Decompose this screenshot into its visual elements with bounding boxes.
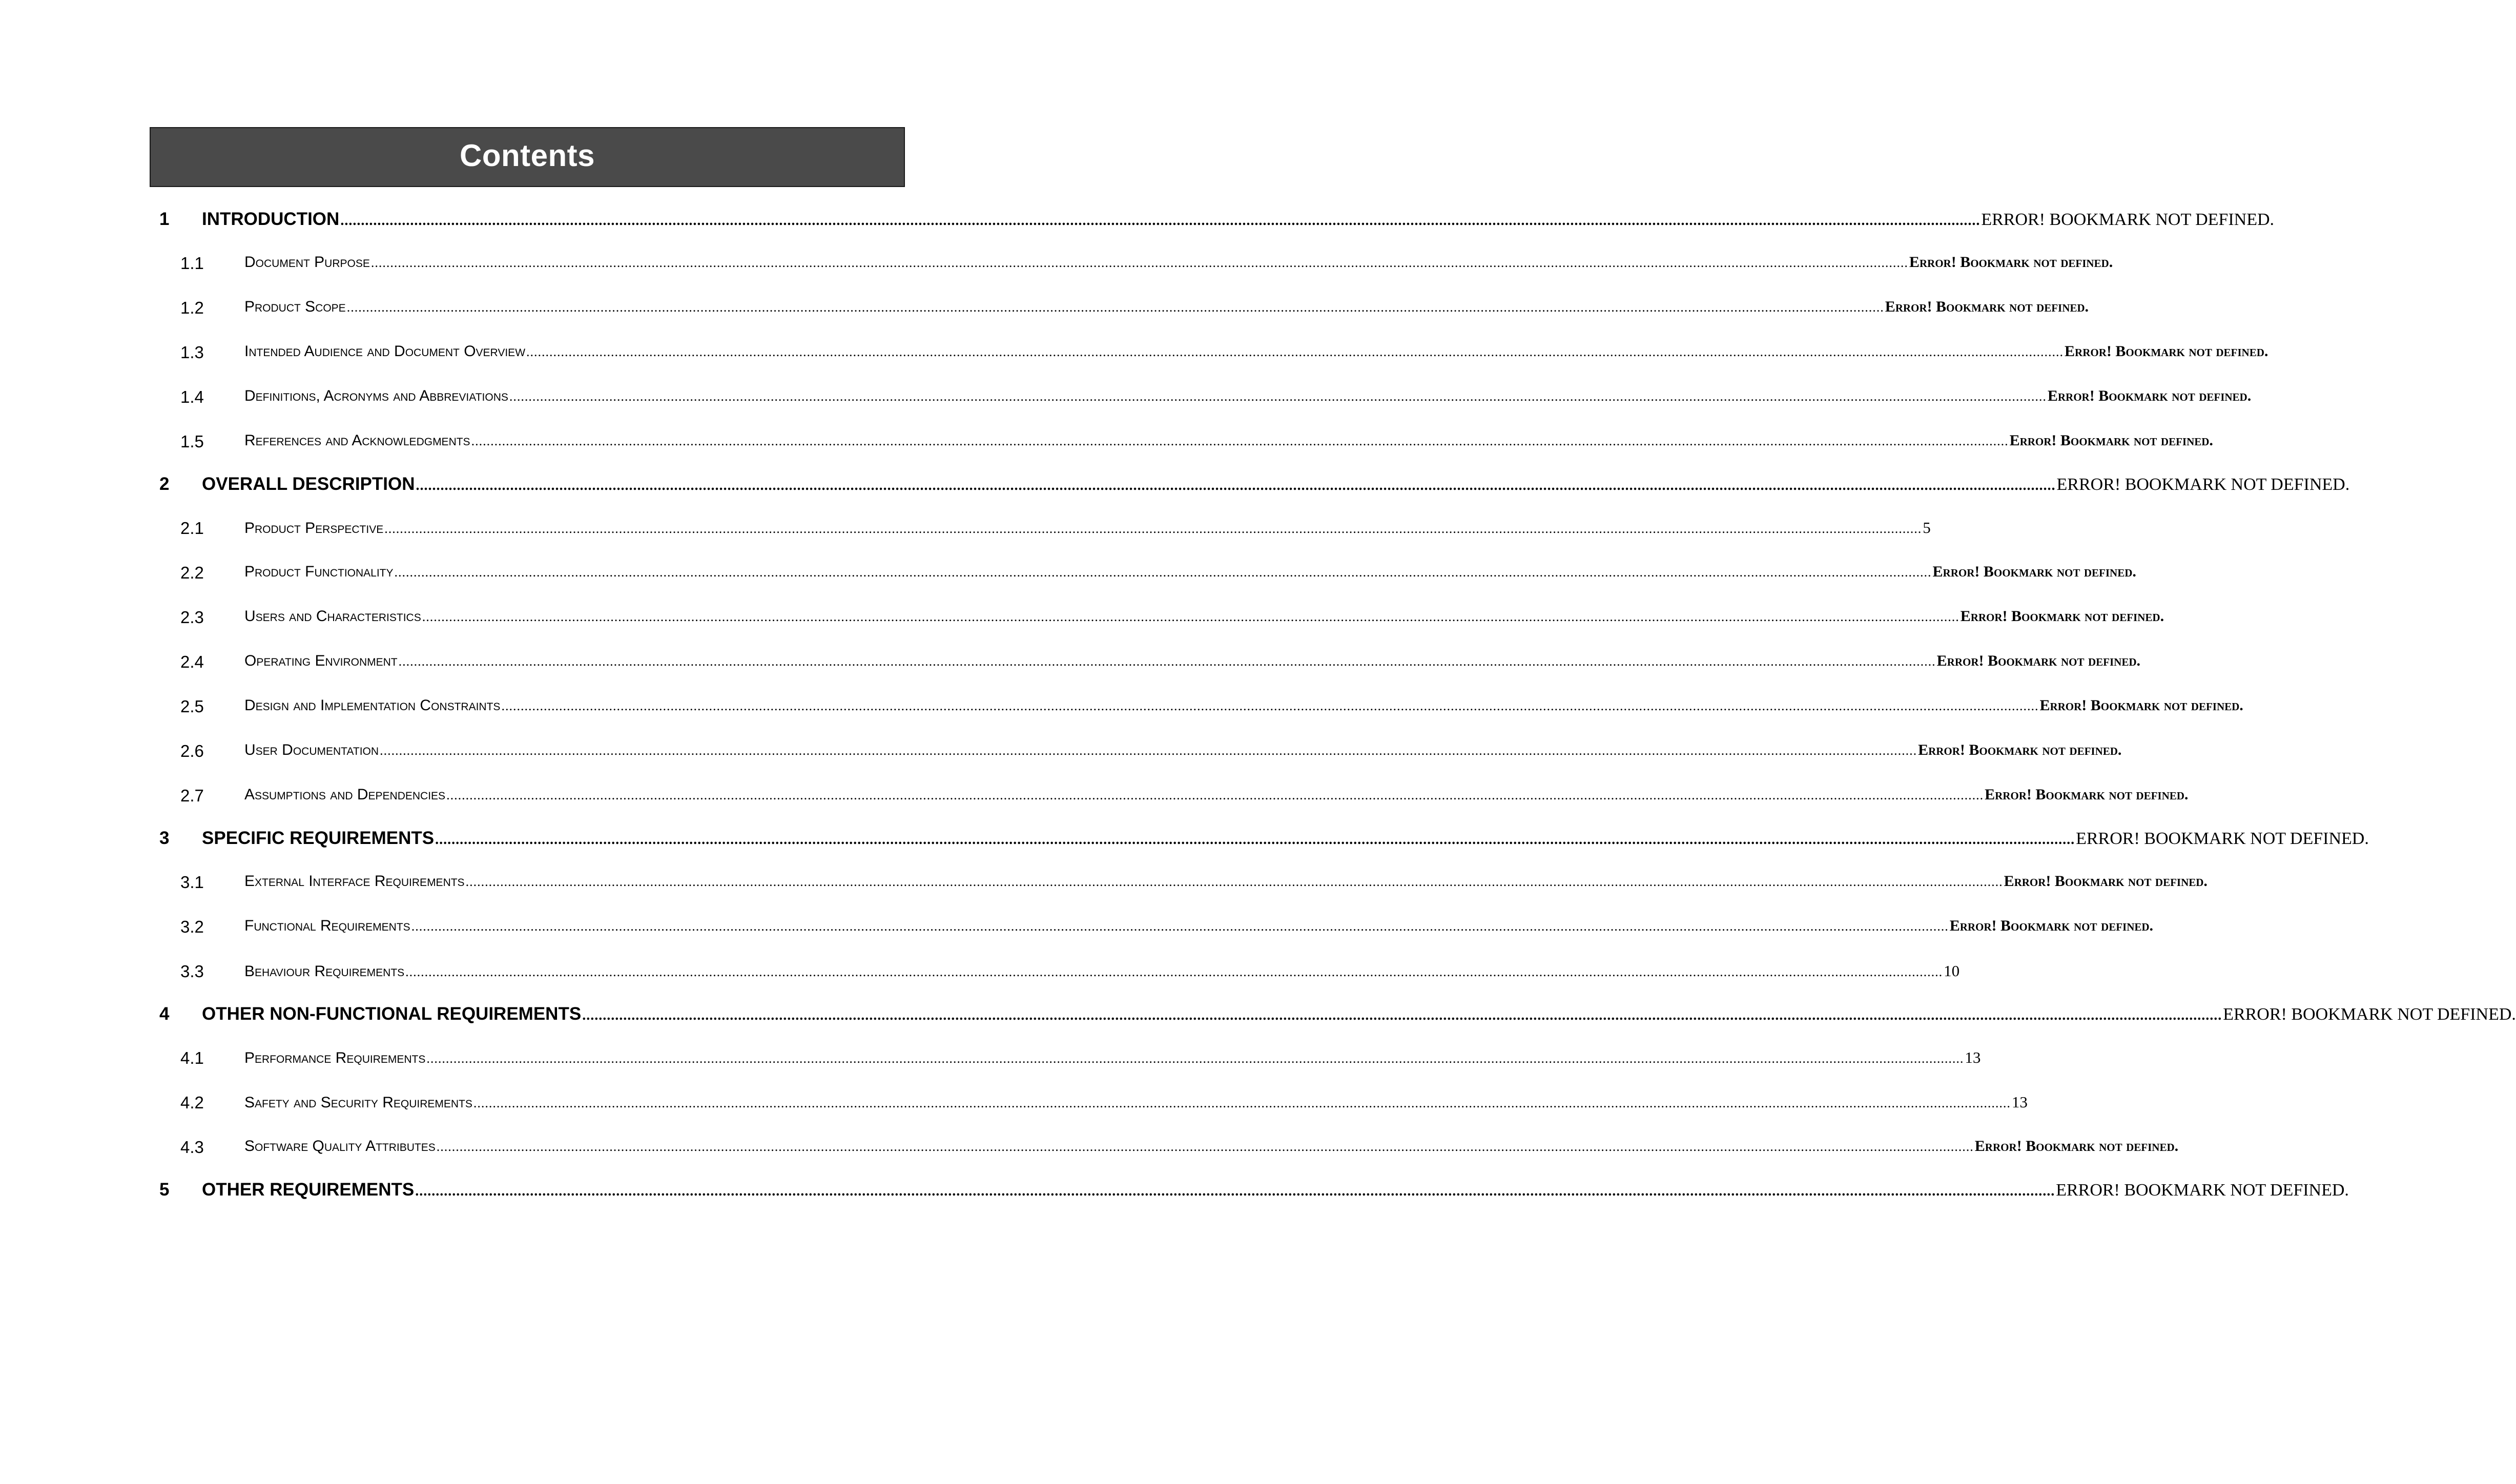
toc-dot-leader: ................................................................................................................................................................................................................................................................................................................................................................................................................ [471, 434, 2009, 448]
toc-subsection-entry[interactable] [0, 608, 2164, 633]
toc-entry-page: 13 [1965, 1048, 1981, 1066]
toc-entry-page: Error! Bookmark not defined. [1918, 741, 2122, 758]
toc-entry-page: Error! Bookmark not defined. [1932, 563, 2136, 580]
toc-section-entry[interactable] [0, 1180, 2349, 1205]
toc-entry-title: OTHER REQUIREMENTS [202, 1180, 415, 1200]
toc-entry-title: User Documentation [244, 741, 379, 758]
toc-entry-title: Software Quality Attributes [244, 1138, 436, 1155]
toc-entry-page: Error! Bookmark not defined. [1936, 652, 2140, 669]
toc-entry-number: 2.1 [180, 519, 204, 538]
toc-entry-page: Error! Bookmark not defined. [1909, 254, 2113, 271]
toc-entry-number: 2 [159, 474, 170, 494]
toc-subsection-entry[interactable] [0, 387, 2252, 413]
toc-subsection-entry[interactable] [0, 786, 2189, 812]
toc-dot-leader: ................................................................................................................................................................................................................................................................................................................................................................................................................ [582, 1007, 2222, 1023]
toc-dot-leader: ................................................................................................................................................................................................................................................................................................................................................................................................................ [501, 698, 2039, 713]
toc-dot-leader: ................................................................................................................................................................................................................................................................................................................................................................................................................ [473, 1096, 2011, 1110]
toc-entry-number: 1.5 [180, 432, 204, 451]
toc-entry-number: 1.4 [180, 387, 204, 406]
toc-entry-page: 5 [1923, 519, 1931, 537]
toc-entry-page: Error! Bookmark not defined. [2009, 432, 2213, 449]
toc-dot-leader: ................................................................................................................................................................................................................................................................................................................................................................................................................ [346, 300, 1884, 315]
toc-subsection-entry[interactable] [0, 1048, 1981, 1074]
toc-entry-number: 4.1 [180, 1048, 204, 1067]
toc-entry-title: Definitions, Acronyms and Abbreviations [244, 387, 508, 404]
toc-subsection-entry[interactable] [0, 917, 2154, 943]
toc-entry-page: Error! Bookmark not defined. [2065, 343, 2268, 360]
toc-section-entry[interactable] [0, 209, 2275, 235]
toc-section-entry[interactable] [0, 828, 2369, 854]
toc-dot-leader: ................................................................................................................................................................................................................................................................................................................................................................................................................ [426, 1051, 1964, 1066]
toc-entry-number: 4.3 [180, 1138, 204, 1157]
toc-entry-page: 10 [1944, 962, 1960, 980]
toc-entry-page: Error! Bookmark not defined. [1949, 917, 2154, 934]
toc-subsection-entry[interactable] [0, 298, 2089, 324]
toc-entry-page: Error! Bookmark not defined. [1985, 786, 2189, 803]
toc-subsection-entry[interactable] [0, 1093, 2028, 1119]
toc-entry-page: Error! Bookmark not defined. [1974, 1138, 2179, 1155]
toc-entry-page: Error! Bookmark not defined. [2004, 873, 2208, 890]
toc-entry-number: 2.2 [180, 563, 204, 582]
toc-entry-number: 1.1 [180, 254, 204, 273]
toc-dot-leader: ................................................................................................................................................................................................................................................................................................................................................................................................................ [526, 344, 2064, 359]
toc-entry-title: Product Perspective [244, 520, 384, 537]
toc-entry-number: 1.2 [180, 298, 204, 317]
toc-dot-leader: ................................................................................................................................................................................................................................................................................................................................................................................................................ [380, 743, 1917, 758]
toc-entry-title: Functional Requirements [244, 917, 410, 934]
toc-subsection-entry[interactable] [0, 254, 2113, 279]
toc-subsection-entry[interactable] [0, 1138, 2179, 1163]
toc-dot-leader: ................................................................................................................................................................................................................................................................................................................................................................................................................ [446, 788, 1984, 802]
toc-entry-number: 4 [159, 1004, 170, 1024]
toc-entry-number: 3.1 [180, 873, 204, 892]
toc-subsection-entry[interactable] [0, 741, 2122, 767]
toc-entry-page: ERROR! BOOKMARK NOT DEFINED. [2223, 1005, 2516, 1024]
toc-entry-title: External Interface Requirements [244, 873, 465, 890]
toc-entry-title: SPECIFIC REQUIREMENTS [202, 828, 435, 848]
toc-entry-number: 3 [159, 828, 170, 848]
contents-title: Contents [460, 138, 595, 173]
toc-entry-page: ERROR! BOOKMARK NOT DEFINED. [2076, 829, 2369, 848]
toc-entry-number: 1 [159, 209, 170, 229]
toc-dot-leader: ................................................................................................................................................................................................................................................................................................................................................................................................................ [422, 609, 1960, 624]
toc-subsection-entry[interactable] [0, 343, 2268, 368]
toc-entry-number: 2.4 [180, 652, 204, 671]
toc-entry-number: 3.2 [180, 917, 204, 936]
toc-entry-title: Users and Characteristics [244, 608, 421, 625]
toc-entry-number: 5 [159, 1180, 170, 1200]
toc-entry-title: Product Scope [244, 298, 346, 315]
toc-dot-leader: ................................................................................................................................................................................................................................................................................................................................................................................................................ [436, 1139, 1974, 1154]
toc-subsection-entry[interactable] [0, 563, 2136, 589]
toc-entry-title: Intended Audience and Document Overview [244, 343, 526, 360]
toc-entry-title: Behaviour Requirements [244, 963, 405, 980]
toc-entry-number: 2.6 [180, 741, 204, 760]
toc-dot-leader: ................................................................................................................................................................................................................................................................................................................................................................................................................ [384, 521, 1922, 536]
toc-entry-title: References and Acknowledgments [244, 432, 470, 449]
toc-entry-number: 2.3 [180, 608, 204, 627]
toc-dot-leader: ................................................................................................................................................................................................................................................................................................................................................................................................................ [416, 478, 2056, 493]
toc-entry-page: Error! Bookmark not defined. [2039, 697, 2243, 714]
toc-dot-leader: ................................................................................................................................................................................................................................................................................................................................................................................................................ [509, 389, 2047, 404]
toc-entry-number: 2.5 [180, 697, 204, 716]
toc-dot-leader: ................................................................................................................................................................................................................................................................................................................................................................................................................ [415, 1183, 2055, 1199]
toc-entry-page: 13 [2011, 1093, 2028, 1111]
contents-banner [150, 127, 905, 187]
toc-entry-page: ERROR! BOOKMARK NOT DEFINED. [2056, 1181, 2349, 1200]
toc-subsection-entry[interactable] [0, 697, 2243, 723]
toc-entry-number: 3.3 [180, 962, 204, 981]
toc-dot-leader: ................................................................................................................................................................................................................................................................................................................................................................................................................ [411, 919, 1949, 934]
toc-entry-title: Performance Requirements [244, 1049, 426, 1066]
toc-dot-leader: ................................................................................................................................................................................................................................................................................................................................................................................................................ [340, 213, 1981, 229]
toc-entry-title: OTHER NON-FUNCTIONAL REQUIREMENTS [202, 1004, 582, 1024]
toc-entry-title: Assumptions and Dependencies [244, 786, 446, 803]
toc-dot-leader: ................................................................................................................................................................................................................................................................................................................................................................................................................ [394, 565, 1932, 580]
toc-entry-title: Product Functionality [244, 563, 394, 580]
toc-entry-title: Document Purpose [244, 254, 370, 271]
toc-dot-leader: ................................................................................................................................................................................................................................................................................................................................................................................................................ [405, 964, 1943, 979]
toc-subsection-entry[interactable] [0, 652, 2140, 678]
toc-entry-title: Safety and Security Requirements [244, 1094, 472, 1111]
toc-subsection-entry[interactable] [0, 432, 2213, 458]
toc-entry-title: OVERALL DESCRIPTION [202, 474, 415, 494]
toc-entry-page: ERROR! BOOKMARK NOT DEFINED. [2056, 475, 2350, 494]
toc-subsection-entry[interactable] [0, 962, 1960, 987]
toc-dot-leader: ................................................................................................................................................................................................................................................................................................................................................................................................................ [370, 255, 1908, 270]
toc-entry-number: 4.2 [180, 1093, 204, 1112]
toc-entry-page: Error! Bookmark not defined. [2047, 387, 2252, 404]
toc-section-entry[interactable] [0, 1004, 2516, 1029]
toc-section-entry[interactable] [0, 474, 2350, 500]
toc-subsection-entry[interactable] [0, 873, 2208, 898]
toc-subsection-entry[interactable] [0, 519, 1931, 544]
toc-entry-title: Design and Implementation Constraints [244, 697, 501, 714]
toc-dot-leader: ................................................................................................................................................................................................................................................................................................................................................................................................................ [435, 832, 2075, 848]
toc-entry-title: INTRODUCTION [202, 209, 340, 229]
toc-entry-page: Error! Bookmark not defined. [1960, 608, 2164, 625]
toc-entry-number: 1.3 [180, 343, 204, 362]
toc-entry-title: Operating Environment [244, 652, 398, 669]
toc-dot-leader: ................................................................................................................................................................................................................................................................................................................................................................................................................ [398, 654, 1936, 669]
toc-entry-page: Error! Bookmark not defined. [1885, 298, 2089, 315]
toc-entry-page: ERROR! BOOKMARK NOT DEFINED. [1981, 210, 2275, 229]
toc-dot-leader: ................................................................................................................................................................................................................................................................................................................................................................................................................ [465, 874, 2003, 889]
toc-entry-number: 2.7 [180, 786, 204, 805]
